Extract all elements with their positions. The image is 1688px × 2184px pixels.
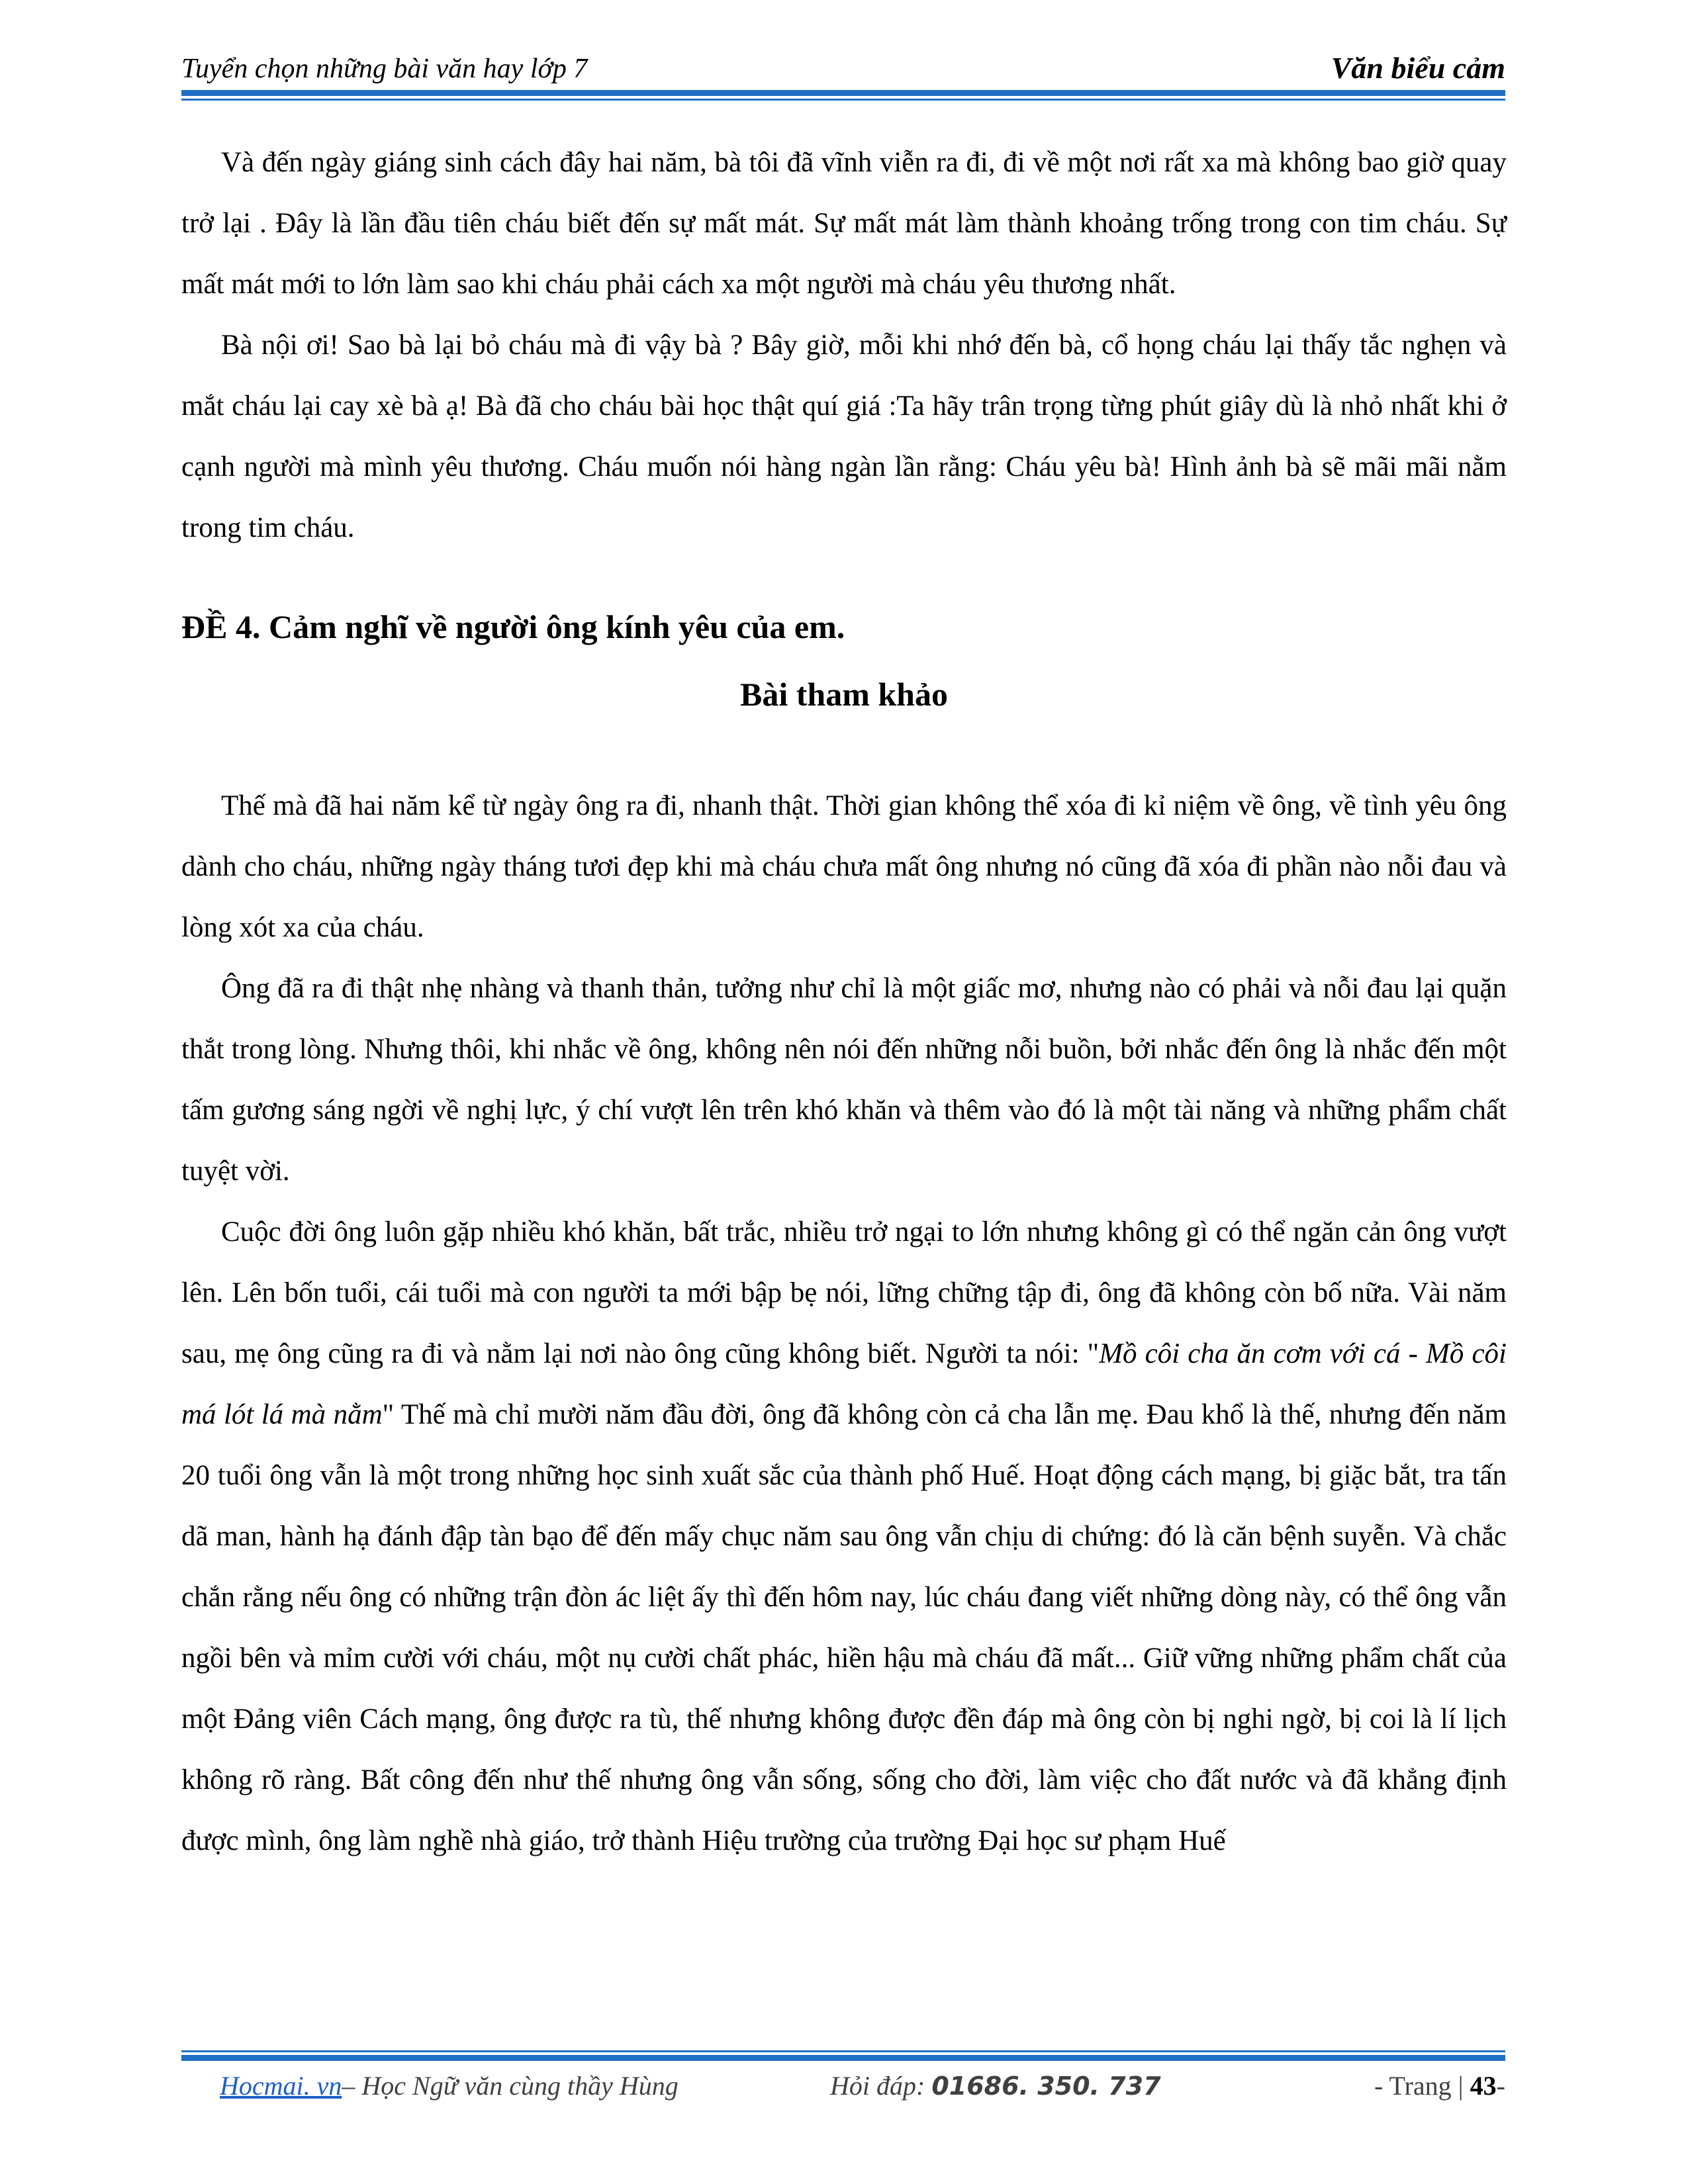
proverb-quote: Mồ côi cha ăn cơm với cá - Mồ côi má lót lá mà nằm <box>181 1338 1507 1430</box>
page-number-value: 43 <box>1470 2071 1497 2101</box>
page-header <box>181 48 1505 94</box>
paragraph-text: " Thế mà chỉ mười năm đầu đời, ông đã không còn cả cha lẫn mẹ. Đau khổ là thế, nhưng đến năm 20 tuổi ông vẫn là một trong những học sinh xuất sắc của thành phố Huế. Hoạt động cách mạng, bị giặc bắt, tra tấn dã man, hành hạ đánh đập tàn bạo để đến mấy chục năm sau ông vẫn chịu di chứng: đó là căn bệnh suyễn. Và chắc chắn rằng nếu ông có những trận đòn ác liệt ấy thì đến hôm nay, lúc cháu đang viết những dòng này, có thể ông vẫn ngồi bên và mỉm cười với cháu, một nụ cười chất phác, hiền hậu mà cháu đã mất... Giữ vững những phẩm chất của một Đảng viên Cách mạng, ông được ra tù, thế nhưng không được đền đáp mà ông còn bị nghi ngờ, bị coi là lí lịch không rõ ràng. Bất công đến như thế nhưng ông vẫn sống, sống cho đời, làm việc cho đất nước và đã khẳng định được mình, ông làm nghề nhà giáo, trở thành Hiệu trường của trường Đại học sư phạm Huế <box>181 1399 1507 1856</box>
paragraph-text: Cuộc đời ông luôn gặp nhiều khó khăn, bất trắc, nhiều trở ngại to lớn nhưng không gì có thể ngăn cản ông vượt lên. Lên bốn tuổi, cái tuổi mà con người ta mới bập bẹ nói, lững chững tập đi, ông đã không còn bố nữa. Vài năm sau, mẹ ông cũng ra đi và nằm lại nơi nào ông cũng không biết. Người ta nói: " <box>181 1216 1507 1369</box>
section-subheading: Bài tham khảo <box>740 676 948 713</box>
paragraph: Và đến ngày giáng sinh cách đây hai năm, bà tôi đã vĩnh viễn ra đi, đi về một nơi rất xa mà không bao giờ quay trở lại . Đây là lần đầu tiên cháu biết đến sự mất mát. Sự mất mát làm thành khoảng trống trong con tim cháu. Sự mất mát mới to lớn làm sao khi cháu phải cách xa một người mà cháu yêu thương nhất. <box>181 147 1507 300</box>
footer-contact <box>830 2070 1161 2101</box>
footer-rule-thin <box>181 2050 1505 2052</box>
contact-label: Hỏi đáp: <box>830 2071 932 2101</box>
footer-rule-thick <box>181 2055 1505 2061</box>
paragraph: Thế mà đã hai năm kể từ ngày ông ra đi, nhanh thật. Thời gian không thể xóa đi kỉ niệm về ông, về tình yêu ông dành cho cháu, những ngày tháng tươi đẹp khi mà cháu chưa mất ông nhưng nó cũng đã xóa đi phần nào nỗi đau và lòng xót xa của cháu. <box>181 790 1507 943</box>
header-rule-thin <box>181 99 1505 101</box>
paragraph: Ông đã ra đi thật nhẹ nhàng và thanh thản, tưởng như chỉ là một giấc mơ, nhưng nào có phải và nỗi đau lại quặn thắt trong lòng. Nhưng thôi, khi nhắc về ông, không nên nói đến những nỗi buồn, bởi nhắc đến ông là nhắc đến một tấm gương sáng ngời về nghị lực, ý chí vượt lên trên khó khăn và thêm vào đó là một tài năng và những phẩm chất tuyệt vời. <box>181 973 1507 1187</box>
header-book-title: Tuyển chọn những bài văn hay lớp 7 <box>181 54 588 84</box>
paragraph <box>181 1202 1507 1872</box>
page-footer <box>181 2070 1505 2110</box>
header-section-title: Văn biểu cảm <box>1331 51 1505 85</box>
page-number: - Trang | 43- <box>1374 2071 1505 2101</box>
footer-tagline: – Học Ngữ văn cùng thầy Hùng <box>342 2071 679 2101</box>
header-rule-thick <box>181 90 1505 96</box>
paragraph: Bà nội ơi! Sao bà lại bỏ cháu mà đi vậy bà ? Bây giờ, mỗi khi nhớ đến bà, cổ họng cháu lại thấy tắc nghẹn và mắt cháu lại cay xè bà ạ! Bà đã cho cháu bài học thật quí giá :Ta hãy trân trọng từng phút giây dù là nhỏ nhất khi ở cạnh người mà mình yêu thương. Cháu muốn nói hàng ngàn lần rằng: Cháu yêu bà! Hình ảnh bà sẽ mãi mãi nằm trong tim cháu. <box>181 330 1507 543</box>
site-link[interactable]: Hocmai. vn <box>220 2071 342 2101</box>
section-heading: ĐỀ 4. Cảm nghĩ về người ông kính yêu của em. <box>181 608 845 645</box>
footer-site <box>220 2070 679 2101</box>
contact-phone: 01686. 350. 737 <box>931 2071 1161 2101</box>
page-content <box>181 132 1507 1872</box>
